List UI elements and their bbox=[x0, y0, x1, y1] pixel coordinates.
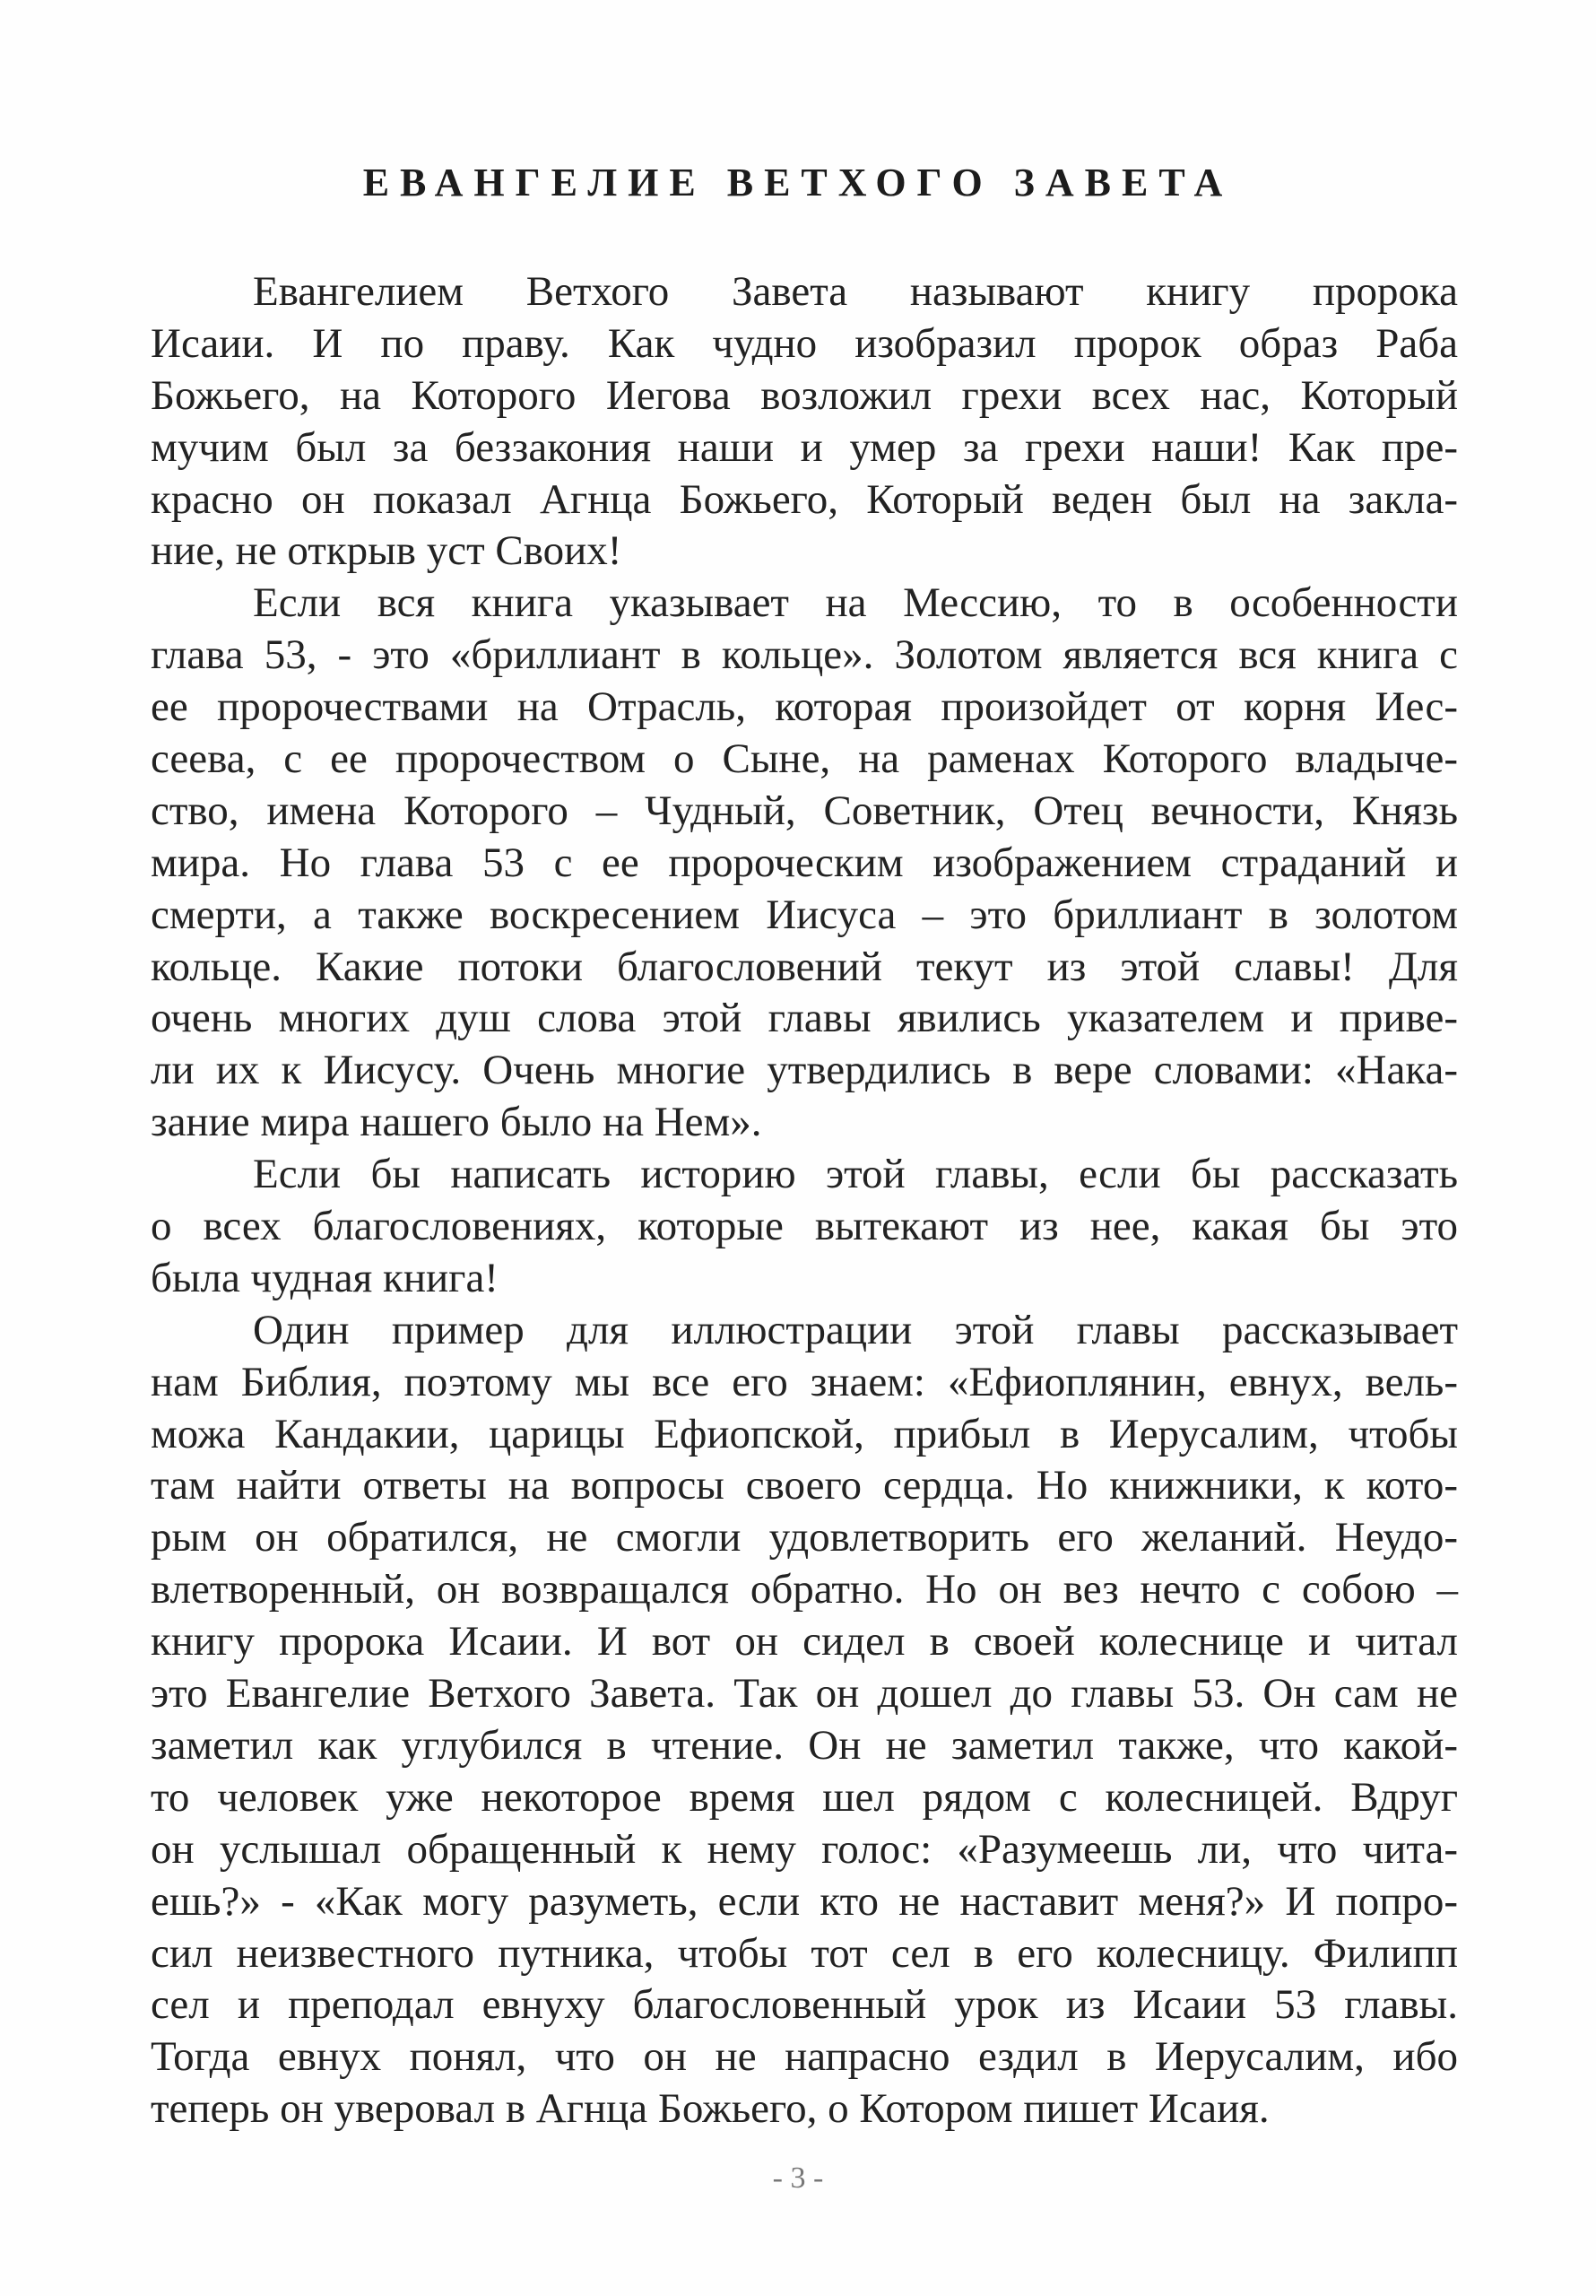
text-line: мучим был за беззакония наши и умер за грехи наши! Как пре- bbox=[151, 423, 1458, 471]
paragraph bbox=[151, 1305, 1458, 2135]
body-text bbox=[151, 266, 1458, 2135]
text-line: Божьего, на Которого Иегова возложил грехи всех нас, Который bbox=[151, 371, 1458, 419]
text-line: это Евангелие Ветхого Завета. Так он дошел до главы 53. Он сам не bbox=[151, 1670, 1458, 1718]
text-line: можа Кандакии, царицы Ефиопской, прибыл в Иерусалим, чтобы bbox=[151, 1410, 1458, 1457]
text-line: ство, имена Которого – Чудный, Советник, Отец вечности, Князь bbox=[151, 787, 1458, 834]
text-line: очень многих душ слова этой главы явились указателем и приве- bbox=[151, 995, 1458, 1042]
text-line: сел и преподал евнуху благословенный урок из Исаии 53 главы. bbox=[151, 1981, 1458, 2029]
text-line: Тогда евнух понял, что он не напрасно ездил в Иерусалим, ибо bbox=[151, 2033, 1458, 2081]
text-line: красно он показал Агнца Божьего, Который веден был на закла- bbox=[151, 475, 1458, 523]
text-line: глава 53, - это «бриллиант в кольце». Золотом является вся книга с bbox=[151, 631, 1458, 679]
text-line: книгу пророка Исаии. И вот он сидел в своей колеснице и читал bbox=[151, 1618, 1458, 1665]
text-line: заметил как углубился в чтение. Он не заметил также, что какой- bbox=[151, 1721, 1458, 1769]
text-line: сил неизвестного путника, чтобы тот сел в его колесницу. Филипп bbox=[151, 1929, 1458, 1977]
text-line: ешь?» - «Как могу разуметь, если кто не наставит меня?» И попро- bbox=[151, 1877, 1458, 1925]
text-line: Если бы написать историю этой главы, если бы рассказать bbox=[253, 1151, 1458, 1198]
text-line: Исаии. И по праву. Как чудно изобразил пророк образ Раба bbox=[151, 319, 1458, 367]
text-line: нам Библия, поэтому мы все его знаем: «Ефиоплянин, евнух, вель- bbox=[151, 1358, 1458, 1405]
text-line: мира. Но глава 53 с ее пророческим изображением страданий и bbox=[151, 839, 1458, 886]
text-line: смерти, а также воскресением Иисуса – это бриллиант в золотом bbox=[151, 891, 1458, 938]
paragraph bbox=[151, 1149, 1458, 1305]
text-line: ее пророчествами на Отрасль, которая произойдет от корня Иес- bbox=[151, 683, 1458, 731]
page-number: - 3 - bbox=[772, 2161, 824, 2195]
text-line: Один пример для иллюстрации этой главы рассказывает bbox=[253, 1306, 1458, 1353]
text-line: кольце. Какие потоки благословений текут из этой славы! Для bbox=[151, 943, 1458, 990]
text-line: рым он обратился, не смогли удовлетворить его желаний. Неудо- bbox=[151, 1514, 1458, 1561]
text-line: ли их к Иисусу. Очень многие утвердились в вере словами: «Нака- bbox=[151, 1047, 1458, 1094]
text-line: сеева, с ее пророчеством о Сыне, на раменах Которого владыче- bbox=[151, 735, 1458, 783]
text-line: Евангелием Ветхого Завета называют книгу пророка bbox=[253, 268, 1458, 315]
text-line: Если вся книга указывает на Мессию, то в особенности bbox=[253, 579, 1458, 627]
text-line: зание мира нашего было на Нем». bbox=[151, 1099, 762, 1146]
paragraph bbox=[151, 578, 1458, 1149]
text-line: была чудная книга! bbox=[151, 1254, 499, 1301]
text-line: то человек уже некоторое время шел рядом с колесницей. Вдруг bbox=[151, 1773, 1458, 1821]
text-line: о всех благословениях, которые вытекают из нее, какая бы это bbox=[151, 1203, 1458, 1250]
text-line: влетворенный, он возвращался обратно. Но он вез нечто с собою – bbox=[151, 1566, 1458, 1613]
text-line: теперь он уверовал в Агнца Божьего, о Котором пишет Исаия. bbox=[151, 2085, 1270, 2133]
text-line: там найти ответы на вопросы своего сердца. Но книжники, к кото- bbox=[151, 1462, 1458, 1509]
text-line: ние, не открыв уст Своих! bbox=[151, 527, 622, 575]
text-line: он услышал обращенный к нему голос: «Разумеешь ли, что чита- bbox=[151, 1825, 1458, 1873]
chapter-title: ЕВАНГЕЛИЕ ВЕТХОГО ЗАВЕТА bbox=[362, 161, 1234, 204]
paragraph bbox=[151, 266, 1458, 578]
